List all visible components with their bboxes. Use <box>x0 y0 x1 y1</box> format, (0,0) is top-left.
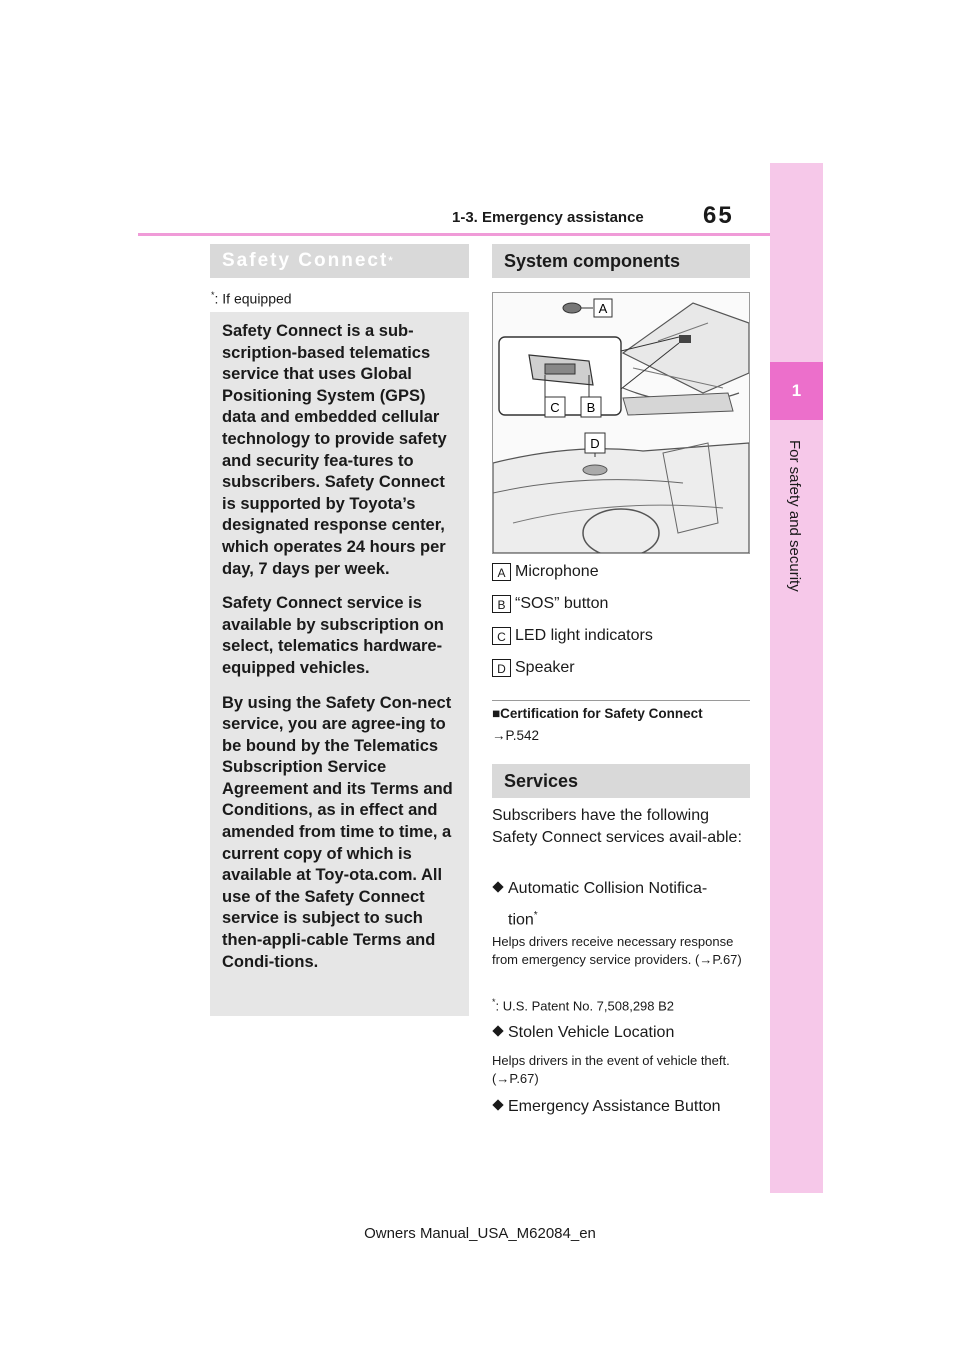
system-components-figure <box>492 292 750 554</box>
microphone-shape <box>563 303 581 313</box>
patent-footnote-text: : U.S. Patent No. 7,508,298 B2 <box>495 998 675 1014</box>
label-d: D <box>590 436 600 451</box>
sos-button-shape <box>679 335 691 343</box>
certification-page-link[interactable]: →P.542 <box>492 728 540 743</box>
info-paragraph-3: By using the Safety Con-nect service, you are agree-ing to be bound by the Telematics Subscription Service Agreement and its Terms and Conditions, as in effect and amended from time to time, a current copy of which is available at Toy-ota.com. All use of the Safety Connect service is subject to such then-appli-cable Terms and Condi-tions. <box>222 693 453 971</box>
legend-item-sos-button <box>492 595 608 613</box>
legend-badge-a: A <box>492 563 511 581</box>
footnote-text: : If equipped <box>214 290 292 307</box>
legend-label-led-indicators: LED light indicators <box>515 627 653 644</box>
service-svl-title-text: Stolen Vehicle Location <box>508 1024 675 1041</box>
legend-label-speaker: Speaker <box>515 659 575 676</box>
if-equipped-note <box>211 290 292 307</box>
service-svl-title <box>492 1020 674 1045</box>
service-acn-title-line2: tion <box>508 911 534 929</box>
heading-footnote-mark: * <box>388 255 393 267</box>
legend-item-led-indicators <box>492 627 653 645</box>
legend-label-sos-button: “SOS” button <box>515 595 609 612</box>
legend-badge-b: B <box>492 595 511 613</box>
patent-footnote-mark: * <box>492 997 496 1007</box>
label-b: B <box>586 400 596 415</box>
acn-footnote-mark: * <box>533 910 538 921</box>
service-acn-title <box>492 876 707 901</box>
bullet-diamond-icon <box>492 1020 508 1045</box>
service-acn-title-line1: Automatic Collision Notifica- <box>508 880 708 897</box>
legend-badge-c: C <box>492 627 511 645</box>
cabin-illustration <box>493 293 749 553</box>
footnote-mark: * <box>211 290 215 300</box>
services-intro: Subscribers have the following Safety Connect services avail-able: <box>492 807 742 846</box>
services-heading: Services <box>492 764 750 798</box>
bullet-diamond-icon <box>492 1094 508 1119</box>
legend-item-speaker <box>492 659 575 677</box>
safety-connect-heading-text: Safety Connect <box>222 250 389 271</box>
speaker-shape <box>583 465 607 475</box>
safety-connect-heading <box>210 244 469 278</box>
patent-footnote <box>492 993 750 1015</box>
info-paragraph-2: Safety Connect service is available by subscription on select, telematics hardware-equipped vehicles. <box>222 594 444 677</box>
bullet-diamond-icon <box>492 876 508 901</box>
service-acn-title-cont <box>508 903 538 932</box>
chapter-side-tab <box>770 163 823 1193</box>
service-acn-desc: Helps drivers receive necessary response from emergency service providers. (→P.67) <box>492 934 742 967</box>
manual-footer: Owners Manual_USA_M62084_en <box>364 1225 596 1242</box>
service-svl-desc: Helps drivers in the event of vehicle theft. (→P.67) <box>492 1053 730 1086</box>
info-paragraph-1: Safety Connect is a sub-scription-based telematics service that uses Global Positioning System (GPS) data and embedded cellular technology to provide safety and security fea-tures to subscribers. Safety Connect is supported by Toyota’s designated response center, which operates 24 hours per day, 7 days per week. <box>222 322 447 578</box>
page-number: 65 <box>703 202 734 229</box>
legend-label-microphone: Microphone <box>515 563 599 580</box>
label-a: A <box>598 301 608 316</box>
safety-connect-info-box <box>210 312 469 1016</box>
certification-rule <box>492 700 750 701</box>
service-eab-title <box>492 1094 721 1119</box>
chapter-number-tab: 1 <box>770 362 823 420</box>
legend-badge-d: D <box>492 659 511 677</box>
section-title: 1-3. Emergency assistance <box>452 209 644 226</box>
certification-title: ■Certification for Safety Connect <box>492 706 703 721</box>
chapter-label: For safety and security <box>786 440 803 592</box>
system-components-heading: System components <box>492 244 750 278</box>
header-rule <box>138 233 770 236</box>
label-c: C <box>550 400 560 415</box>
legend-item-microphone <box>492 563 599 581</box>
service-eab-title-text: Emergency Assistance Button <box>508 1098 721 1115</box>
